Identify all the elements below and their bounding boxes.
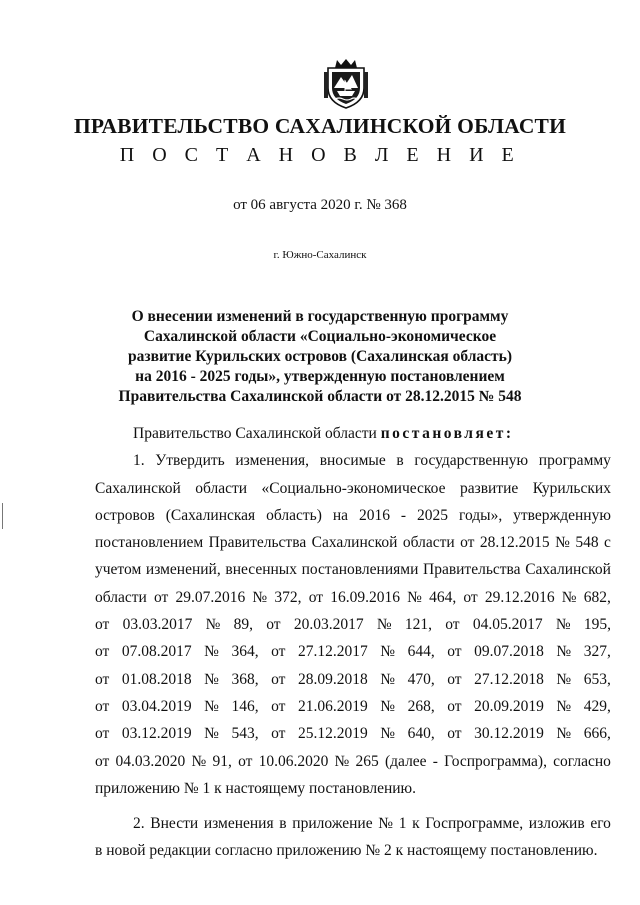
item-1-last-line: приложению № 1 к настоящему постановлению. — [95, 779, 416, 797]
word: 03.12.2019 — [121, 725, 192, 743]
word: от — [463, 588, 478, 606]
word: № — [556, 670, 572, 688]
word: от — [271, 670, 286, 688]
word: Сахалинской — [95, 479, 181, 497]
organization-title: ПРАВИТЕЛЬСТВО САХАЛИНСКОЙ ОБЛАСТИ — [73, 114, 567, 138]
item-1-line — [95, 638, 611, 665]
word: № — [204, 697, 219, 715]
item-1-paragraph — [95, 447, 611, 775]
word: - — [400, 506, 407, 524]
word: 03.04.2019 — [121, 697, 192, 715]
word: 27.12.2018 — [474, 670, 544, 688]
word: 146, — [231, 697, 259, 715]
word: № — [407, 588, 422, 606]
word: изменений, — [145, 561, 221, 579]
word: от — [95, 643, 110, 661]
word: 121, — [404, 616, 432, 634]
word: Сахалинской — [525, 561, 611, 579]
title-line: на 2016 - 2025 годы», утвержденную постановлением — [135, 368, 505, 385]
word: 265 — [355, 752, 379, 770]
word: 04.03.2020 — [115, 752, 186, 770]
word: от — [238, 752, 253, 770]
word: вносимые — [319, 452, 386, 470]
word: в — [396, 452, 404, 470]
word: Госпрограмме, — [425, 815, 524, 833]
word: утвержденную — [513, 506, 611, 524]
word: 464, — [429, 588, 457, 606]
word: № — [555, 534, 570, 552]
word: области — [195, 479, 248, 497]
item-1-line — [95, 502, 611, 529]
word: - — [432, 752, 438, 770]
word: № — [380, 643, 396, 661]
word: развитие — [459, 479, 519, 497]
word: № — [334, 752, 350, 770]
word: его — [590, 815, 611, 833]
title-line: Сахалинской области «Социально-экономическое — [143, 328, 497, 345]
word: Правительства — [423, 561, 521, 579]
word: № — [376, 616, 392, 634]
item-1-line — [95, 666, 611, 693]
word: изложив — [528, 815, 585, 833]
word: 04.05.2017 — [472, 616, 543, 634]
word: 16.09.2016 — [330, 588, 400, 606]
word: области — [95, 588, 147, 606]
word: № — [561, 588, 577, 606]
word: 29.07.2016 — [175, 588, 246, 606]
word: область) — [266, 506, 322, 524]
word: 682, — [583, 588, 611, 606]
word: 327, — [583, 643, 611, 661]
word: № — [252, 588, 268, 606]
word: на — [332, 506, 349, 524]
word: 543, — [231, 725, 259, 743]
word: от — [308, 588, 324, 606]
word: государственную — [414, 452, 529, 470]
item-1-line — [95, 720, 611, 747]
document-city: г. Южно-Сахалинск — [273, 249, 367, 261]
word: изменения — [203, 815, 274, 833]
word: 429, — [583, 697, 611, 715]
word: Утвердить — [155, 452, 225, 470]
word: 28.09.2018 — [297, 670, 368, 688]
word: от — [154, 588, 169, 606]
title-line: Правительства Сахалинской области от 28.12.2015 № 548 — [118, 388, 522, 405]
word: № — [556, 725, 572, 743]
word: (Сахалинская — [165, 506, 256, 524]
word: 653, — [583, 670, 611, 688]
word: к — [412, 815, 420, 833]
word: 91, — [212, 752, 232, 770]
word: от — [95, 616, 110, 634]
word: 195, — [583, 616, 611, 634]
word: постановлением — [95, 534, 204, 552]
item-2-last-line: в новой редакции согласно приложению № 2 к настоящему постановлению. — [95, 842, 598, 860]
word: от — [447, 670, 462, 688]
word: 2. — [133, 815, 145, 833]
word: 470, — [407, 670, 435, 688]
word: Госпрограмма), — [444, 752, 547, 770]
item-1-line — [95, 693, 611, 720]
word: (далее — [385, 752, 427, 770]
word: от — [447, 643, 462, 661]
word: 20.09.2019 — [474, 697, 544, 715]
sakhalin-coat-of-arms-icon — [323, 58, 369, 110]
intro-emphasis: постановляет: — [380, 425, 514, 442]
word: 1 — [398, 815, 407, 833]
item-2-first-line — [95, 810, 611, 837]
paragraph-gap — [95, 802, 611, 810]
word: № — [380, 670, 396, 688]
word: № — [556, 643, 572, 661]
document-date-number: от 06 августа 2020 г. № 368 — [233, 197, 407, 213]
word: от — [95, 697, 110, 715]
word: от — [271, 643, 286, 661]
intro-paragraph — [95, 420, 611, 447]
word: от — [271, 725, 286, 743]
word: постановлениями — [301, 561, 419, 579]
item-1-line — [95, 529, 611, 556]
word: согласно — [553, 752, 611, 770]
word: от — [95, 752, 110, 770]
word: № — [204, 670, 219, 688]
word: 20.03.2017 — [293, 616, 364, 634]
word: от — [266, 616, 281, 634]
word: с — [604, 534, 611, 552]
title-line: О внесении изменений в государственную программу — [131, 308, 509, 325]
word: № — [380, 697, 396, 715]
word: 368, — [231, 670, 259, 688]
word: от — [447, 697, 462, 715]
word: островов — [95, 506, 155, 524]
word: изменения, — [235, 452, 310, 470]
item-1-first-line — [95, 447, 611, 474]
word: от — [95, 670, 110, 688]
title-line: развитие Курильских островов (Сахалинская область) — [128, 348, 512, 365]
word: годы», — [459, 506, 503, 524]
word: № — [380, 725, 396, 743]
intro-text: Правительство Сахалинской области — [133, 425, 377, 442]
word: 268, — [407, 697, 435, 715]
word: 640, — [407, 725, 435, 743]
word: 364, — [231, 643, 259, 661]
word: приложение — [292, 815, 373, 833]
word: от — [445, 616, 460, 634]
word: от — [271, 697, 286, 715]
word: № — [555, 616, 571, 634]
word: 1. — [133, 452, 145, 470]
word: № — [378, 815, 394, 833]
word: 28.12.2015 — [479, 534, 550, 552]
word: 644, — [407, 643, 435, 661]
document-title — [0, 307, 640, 407]
word: № — [205, 616, 221, 634]
word: Курильских — [532, 479, 611, 497]
word: 29.12.2016 — [484, 588, 555, 606]
word: Внести — [150, 815, 199, 833]
item-1-line — [95, 748, 611, 775]
word: 666, — [583, 725, 611, 743]
word: области — [402, 534, 455, 552]
word: Правительства — [208, 534, 307, 552]
word: № — [204, 725, 219, 743]
word: 03.03.2017 — [122, 616, 193, 634]
document-type: П О С Т А Н О В Л Е Н И Е — [119, 144, 521, 166]
item-1-line — [95, 556, 611, 583]
word: 2025 — [417, 506, 449, 524]
item-2-paragraph — [95, 810, 611, 837]
word: № — [556, 697, 572, 715]
word: 01.08.2018 — [121, 670, 192, 688]
word: 2016 — [358, 506, 390, 524]
word: № — [204, 643, 219, 661]
word: программу — [538, 452, 611, 470]
word: внесенных — [225, 561, 297, 579]
item-1-line — [95, 584, 611, 611]
item-1-line — [95, 475, 611, 502]
word: в — [279, 815, 287, 833]
word: 30.12.2019 — [474, 725, 544, 743]
page-edge-mark — [2, 503, 3, 529]
word: 07.08.2017 — [121, 643, 192, 661]
word: от — [95, 725, 110, 743]
word: 25.12.2019 — [297, 725, 368, 743]
word: от — [447, 725, 462, 743]
word: 27.12.2017 — [297, 643, 368, 661]
word: учетом — [95, 561, 142, 579]
word: от — [460, 534, 475, 552]
word: 548 — [575, 534, 599, 552]
document-body — [95, 420, 611, 865]
item-1-line — [95, 611, 611, 638]
word: 21.06.2019 — [297, 697, 368, 715]
word: 09.07.2018 — [474, 643, 544, 661]
word: Сахалинской — [311, 534, 398, 552]
word: 372, — [274, 588, 302, 606]
word: «Социально-экономическое — [261, 479, 446, 497]
word: 89, — [233, 616, 253, 634]
word: 10.06.2020 — [258, 752, 329, 770]
word: № — [191, 752, 207, 770]
